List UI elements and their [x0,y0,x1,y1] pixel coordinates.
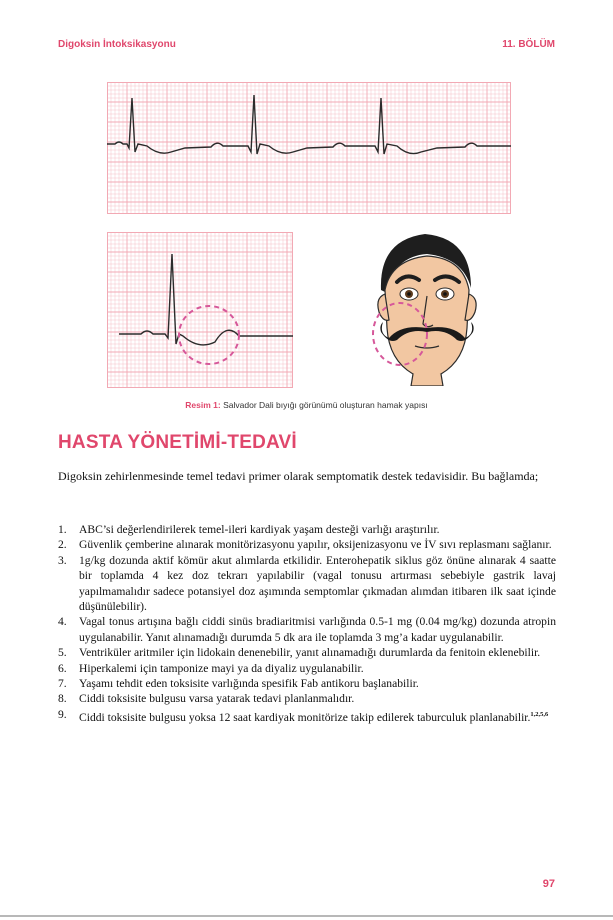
intro-paragraph: Digoksin zehirlenmesinde temel tedavi primer olarak semptomatik destek tedavisidir. Bu bağlamda; [58,469,539,483]
page-number: 97 [542,878,555,890]
neck-shape [411,374,443,386]
figure-caption-label: Resim 1: [185,400,221,410]
running-header-title: Digoksin İntoksikasyonu [58,39,176,50]
reference-superscript: 1,2,5,6 [530,710,549,718]
treatment-list [58,522,556,725]
ecg-trace-top [107,95,511,154]
figure-caption-text: Salvador Dali bıyığı görünümü oluşturan hamak yapısı [223,400,428,410]
list-item: 6. Hiperkalemi için tamponize mayi ya da diyaliz uygulanabilir. [58,661,364,675]
ecg-strip-bottom [107,232,293,388]
list-item: 8. Ciddi toksisite bulgusu varsa yatarak tedavi planlanmalıdır. [58,692,355,706]
list-item: 2. Güvenlik çemberine alınarak monitörizasyonu yapılır, oksijenizasyonu ve İV sıvı replasmanı sağlanır. [58,538,552,552]
ecg-strip-top [107,82,511,214]
list-item: 9. Ciddi toksisite bulgusu yoksa 12 saat kardiyak monitörize takip edilerek taburculuk planlanabilir.$^{1,2,5,6}$ [58,707,549,724]
dali-face-illustration [367,228,487,386]
list-item: 1. ABC’si değerlendirilerek temel-ileri kardiyak yaşam desteği varlığı araştırılır. [58,523,440,536]
hammock-highlight-circle [179,306,239,364]
bottom-divider [0,915,613,917]
list-item: 4. Vagal tonus artışına bağlı ciddi sinüs bradiaritmisi varlığında 0.5-1 mg (0.04 mg/kg) dozunda atropin uygulanabilir. Yanıt alınamadığı durumda 5 dk ara ile toplamda 3 mg’a kadar uygulanabilir. [58,615,556,644]
list-item: 3. 1g/kg dozunda aktif kömür akut alımlarda etkilidir. Enterohepatik siklus göz önüne alınarak 4 saatte bir toplamda 4 kez doz tekrarı yapılabilir (vagal tonusu artırması sebebiyle gastrik lavaj yapılmamalıdır sadece potansiyel doz aşımında semptomlar çıkmadan alımdan itibaren ilk saat içinde düşünülebilir). [58,553,556,614]
face-shape [385,256,469,378]
section-title: HASTA YÖNETİMİ-TEDAVİ [58,432,297,453]
list-item: 7. Yaşamı tehdit eden toksisite varlığında spesifik Fab antikoru başlanabilir. [58,677,419,691]
figure-caption [0,400,613,410]
list-item: 5. Ventriküler aritmiler için lidokain denenebilir, yanıt alınamadığı durumlarda da fenitoin eklenebilir. [58,646,541,660]
running-header-chapter: 11. BÖLÜM [502,39,555,50]
